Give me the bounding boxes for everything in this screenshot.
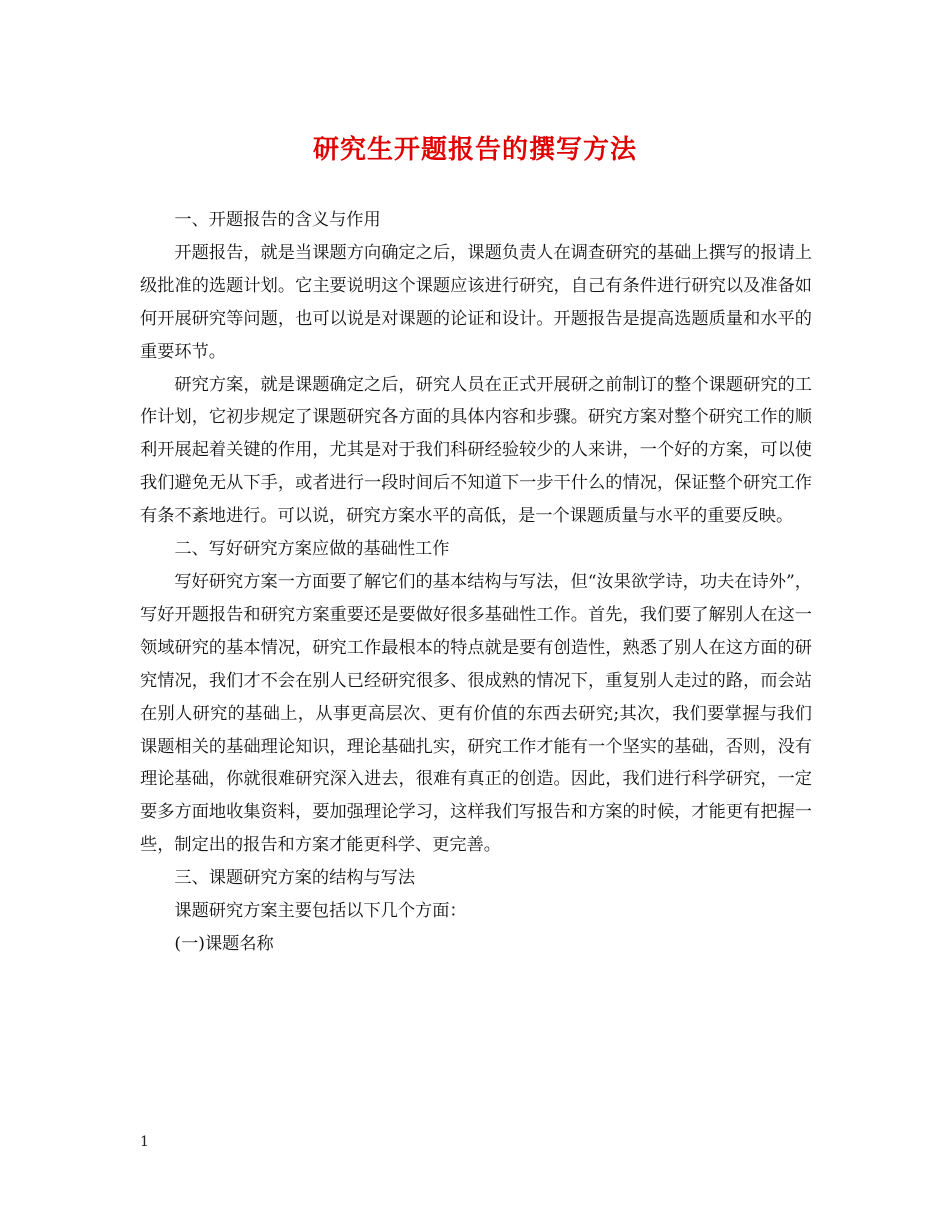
paragraph: 课题研究方案主要包括以下几个方面： (174, 901, 467, 922)
section-heading-2: 二、写好研究方案应做的基础性工作 (174, 539, 450, 560)
paragraph: 开题报告，就是当课题方向确定之后，课题负责人在调查研究的基础上撰写的报请上级批准的选题计划。它主要说明这个课题应该进行研究，自己有条件进行研究以及准备如何开展研究等问题，也可以说是对课题的论证和设计。开题报告是提高选题质量和水平的重要环节。 (140, 242, 812, 362)
page-number: 1 (140, 1134, 149, 1150)
section-heading-1: 一、开题报告的含义与作用 (174, 210, 381, 230)
section-heading-3: 三、课题研究方案的结构与写法 (174, 868, 416, 889)
document-title: 研究生开题报告的撰写方法 (312, 135, 637, 165)
subsection-heading: (一)课题名称 (174, 933, 274, 954)
paragraph: 研究方案，就是课题确定之后，研究人员在正式开展研之前制订的整个课题研究的工作计划，它初步规定了课题研究各方面的具体内容和步骤。研究方案对整个研究工作的顺利开展起着关键的作用，尤其是对于我们科研经验较少的人来讲，一个好的方案，可以使我们避免无从下手，或者进行一段时间后不知道下一步干什么的情况，保证整个研究工作有条不紊地进行。可以说，研究方案水平的高低，是一个课题质量与水平的重要反映。 (140, 374, 812, 527)
document-body (140, 204, 812, 961)
paragraph: 写好研究方案一方面要了解它们的基本结构与写法，但“汝果欲学诗，功夫在诗外”，写好开题报告和研究方案重要还是要做好很多基础性工作。首先，我们要了解别人在这一领域研究的基本情况，研究工作最根本的特点就是要有创造性，熟悉了别人在这方面的研究情况，我们才不会在别人已经研究很多、很成熟的情况下，重复别人走过的路，而会站在别人研究的基础上，从事更高层次、更有价值的东西去研究;其次，我们要掌握与我们课题相关的基础理论知识，理论基础扎实，研究工作才能有一个坚实的基础，否则，没有理论基础，你就很难研究深入进去，很难有真正的创造。因此，我们进行科学研究，一定要多方面地收集资料，要加强理论学习，这样我们写报告和方案的时候，才能更有把握一些，制定出的报告和方案才能更科学、更完善。 (140, 571, 812, 856)
